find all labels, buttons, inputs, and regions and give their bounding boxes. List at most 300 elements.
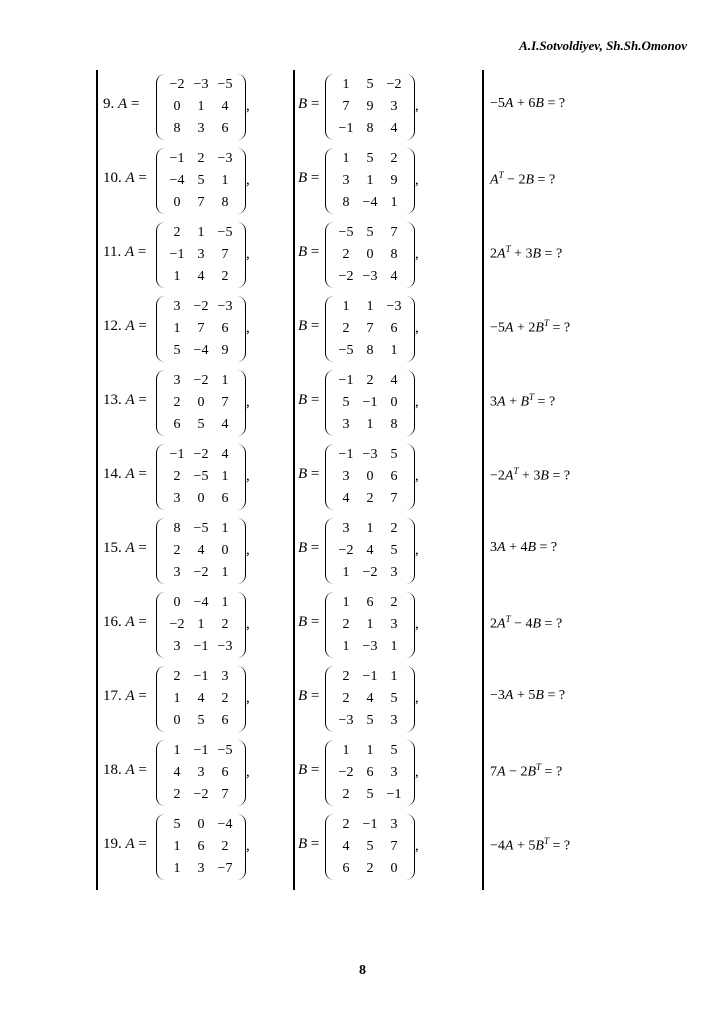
matrix-cell: 4 [366, 691, 374, 706]
matrix-a [156, 148, 246, 214]
matrix-cell: −2 [193, 787, 209, 802]
problem-label-b [298, 244, 319, 261]
matrix-cell: 2 [221, 691, 229, 706]
matrix-cell: 0 [390, 861, 398, 876]
transpose-mark: T [543, 836, 549, 846]
matrix-cell: 5 [197, 713, 205, 728]
comma: , [246, 320, 250, 336]
matrix-cell: 7 [390, 839, 398, 854]
matrix-cell: 5 [197, 173, 205, 188]
right-paren [237, 296, 246, 362]
matrix-cell: 1 [366, 521, 374, 536]
matrix-cell: 4 [221, 417, 229, 432]
problem-label-b [298, 614, 319, 631]
matrix-a-label: A [125, 392, 135, 408]
matrix-cell: 2 [342, 669, 350, 684]
matrix-symbol: B [525, 172, 535, 188]
matrix-cell: 0 [366, 469, 374, 484]
matrix-cell: 8 [390, 247, 398, 262]
comma: , [246, 838, 250, 854]
matrix-cell: −1 [338, 447, 354, 462]
matrix-cell: 2 [390, 521, 398, 536]
problem-row [0, 810, 725, 884]
problem-number: 19. [103, 836, 122, 852]
matrix-cell: −3 [386, 299, 402, 314]
matrix-cell: 1 [221, 565, 229, 580]
problem-number: 17. [103, 688, 122, 704]
matrix-b-label: B [298, 762, 308, 778]
matrix-cell: 8 [342, 195, 350, 210]
matrix-cell: 6 [366, 595, 374, 610]
matrix-cell: 1 [342, 743, 350, 758]
problem-row [0, 366, 725, 440]
matrix-cell: −4 [193, 343, 209, 358]
matrix-a [156, 518, 246, 584]
matrix-symbol: B [527, 540, 537, 555]
matrix-cell: 3 [390, 817, 398, 832]
task-expression: −5A + 6B = ? [490, 96, 566, 111]
matrix-cell: 3 [173, 299, 181, 314]
problem-label-a [103, 244, 146, 261]
matrix-symbol: B [535, 320, 544, 336]
matrix-a [156, 296, 246, 362]
comma: , [415, 690, 419, 706]
left-paren [325, 444, 334, 510]
problem-number: 12. [103, 318, 122, 334]
comma: , [415, 542, 419, 558]
transpose-mark: T [498, 170, 504, 180]
matrix-cell: 2 [390, 595, 398, 610]
matrix-cell: 1 [390, 195, 398, 210]
task-expression: $2A^T - 4B$ = ? [490, 614, 563, 632]
right-paren [406, 444, 415, 510]
matrix-a [156, 444, 246, 510]
matrix-cell: 3 [342, 417, 350, 432]
matrix-cell: −3 [217, 299, 233, 314]
matrix-a [156, 222, 246, 288]
matrix-cell: 1 [342, 595, 350, 610]
matrix-symbol: B [520, 394, 530, 410]
transpose-mark: T [543, 318, 549, 328]
matrix-cell: 5 [173, 817, 181, 832]
problem-row [0, 736, 725, 810]
task-expression: −3A + 5B = ? [490, 688, 566, 703]
matrix-cell: 5 [197, 417, 205, 432]
matrix-cell: 7 [390, 225, 398, 240]
matrix-b [325, 444, 415, 510]
matrix-cell: 6 [342, 861, 350, 876]
matrix-cell: 6 [221, 321, 229, 336]
matrix-cell: 3 [197, 861, 205, 876]
problem-number: 9. [103, 96, 115, 112]
matrix-a-label: A [118, 96, 128, 112]
left-paren [156, 222, 165, 288]
matrix-b-label: B [298, 318, 308, 334]
matrix-cell: 2 [173, 543, 181, 558]
matrix-symbol: A [497, 764, 506, 780]
matrix-cell: 0 [197, 817, 205, 832]
right-paren [406, 222, 415, 288]
matrix-cell: 6 [221, 491, 229, 506]
matrix-cell: 2 [342, 247, 350, 262]
matrix-cell: 1 [173, 691, 181, 706]
equals-sign: = [310, 762, 320, 778]
matrix-b [325, 814, 415, 880]
left-paren [325, 814, 334, 880]
problem-label-b [298, 96, 319, 113]
matrix-cell: 4 [366, 543, 374, 558]
task-expression: $-4A + 5B^T$ = ? [490, 836, 571, 854]
matrix-grid [165, 666, 237, 732]
matrix-b [325, 592, 415, 658]
right-paren [237, 518, 246, 584]
right-paren [237, 370, 246, 436]
matrix-cell: 5 [366, 77, 374, 92]
page-header-authors: A.I.Sotvoldiyev, Sh.Sh.Omonov [519, 38, 687, 53]
matrix-cell: −2 [169, 77, 185, 92]
comma: , [246, 468, 250, 484]
equals-sign: = [310, 614, 320, 630]
matrix-cell: 7 [342, 99, 350, 114]
matrix-cell: 6 [197, 839, 205, 854]
transpose-mark: T [513, 466, 519, 476]
matrix-cell: −1 [362, 817, 378, 832]
matrix-cell: 1 [342, 565, 350, 580]
matrix-b-label: B [298, 392, 308, 408]
matrix-cell: 2 [390, 151, 398, 166]
matrix-symbol: B [535, 838, 544, 854]
equals-sign: = [137, 244, 147, 260]
matrix-a [156, 740, 246, 806]
matrix-symbol: A [504, 96, 514, 111]
equals-sign: = [138, 392, 147, 408]
right-paren [237, 666, 246, 732]
matrix-cell: 1 [342, 639, 350, 654]
transpose-mark: T [529, 392, 535, 402]
matrix-cell: 6 [390, 321, 398, 336]
matrix-cell: 3 [197, 247, 205, 262]
task-expression: $2A^T + 3B$ = ? [490, 244, 563, 262]
transpose-mark: T [536, 762, 542, 772]
matrix-cell: 2 [366, 861, 374, 876]
matrix-grid [165, 518, 237, 584]
matrix-cell: 4 [390, 373, 398, 388]
matrix-a-label: A [125, 762, 135, 778]
matrix-cell: 3 [173, 491, 181, 506]
matrix-grid [334, 666, 406, 732]
right-paren [406, 740, 415, 806]
right-paren [406, 814, 415, 880]
matrix-cell: −1 [169, 447, 185, 462]
matrix-grid [334, 74, 406, 140]
matrix-cell: 1 [197, 617, 205, 632]
problem-number: 14. [103, 466, 122, 482]
matrix-cell: 6 [221, 121, 229, 136]
transpose-mark: T [505, 244, 511, 254]
matrix-symbol: B [535, 96, 544, 111]
matrix-cell: −2 [338, 269, 354, 284]
matrix-cell: 3 [390, 765, 398, 780]
left-paren [156, 148, 165, 214]
equals-sign: = [138, 540, 147, 556]
comma: , [246, 542, 250, 558]
equals-sign: = [138, 688, 147, 704]
matrix-symbol: A [504, 468, 514, 484]
problem-label-a [103, 540, 147, 557]
matrix-symbol: B [532, 246, 542, 262]
right-paren [237, 74, 246, 140]
matrix-cell: 9 [366, 99, 374, 114]
equals-sign: = [310, 466, 320, 482]
left-paren [325, 296, 334, 362]
matrix-cell: 3 [173, 565, 181, 580]
matrix-cell: −3 [338, 713, 354, 728]
equals-sign: = [310, 318, 320, 334]
matrix-symbol: B [540, 468, 549, 484]
matrix-grid [165, 592, 237, 658]
matrix-b-label: B [298, 170, 308, 186]
matrix-cell: 7 [390, 491, 398, 506]
equals-sign: = [310, 540, 320, 556]
matrix-cell: −1 [338, 121, 354, 136]
problem-row [0, 588, 725, 662]
matrix-cell: 3 [390, 617, 398, 632]
matrix-cell: −2 [193, 299, 209, 314]
task-expression: $-5A + 2B^T$ = ? [490, 318, 571, 336]
matrix-cell: 0 [173, 99, 181, 114]
left-paren [156, 518, 165, 584]
matrix-cell: −1 [169, 247, 185, 262]
matrix-cell: −3 [362, 639, 378, 654]
matrix-b-label: B [298, 244, 308, 260]
matrix-a-label: A [125, 688, 135, 704]
matrix-cell: −5 [338, 225, 354, 240]
matrix-cell: 1 [366, 299, 374, 314]
problem-row [0, 440, 725, 514]
problem-row [0, 514, 725, 588]
comma: , [246, 394, 250, 410]
matrix-cell: 1 [173, 269, 181, 284]
matrix-grid [334, 814, 406, 880]
matrix-cell: −1 [169, 151, 185, 166]
page-number: 8 [359, 963, 366, 978]
matrix-b [325, 74, 415, 140]
matrix-grid [334, 222, 406, 288]
right-paren [237, 148, 246, 214]
left-paren [325, 148, 334, 214]
matrix-cell: 8 [221, 195, 229, 210]
matrix-cell: 3 [173, 373, 181, 388]
problem-label-a [103, 836, 147, 853]
problem-row [0, 70, 725, 144]
matrix-cell: 1 [173, 321, 181, 336]
matrix-cell: 2 [173, 225, 181, 240]
matrix-symbol: B [535, 688, 544, 703]
left-paren [156, 814, 165, 880]
equals-sign: = [130, 96, 140, 112]
equals-sign: = [310, 170, 320, 186]
equals-sign: = [138, 170, 147, 186]
matrix-symbol: A [504, 688, 514, 703]
left-paren [156, 666, 165, 732]
matrix-cell: 5 [342, 395, 350, 410]
matrix-cell: 5 [366, 787, 374, 802]
equals-sign: = [310, 96, 320, 112]
matrix-cell: −3 [362, 269, 378, 284]
matrix-cell: 4 [342, 491, 350, 506]
comma: , [246, 172, 250, 188]
comma: , [246, 246, 250, 262]
matrix-cell: −5 [217, 743, 233, 758]
matrix-cell: 4 [342, 839, 350, 854]
problem-number: 13. [103, 392, 122, 408]
matrix-a [156, 74, 246, 140]
problem-row [0, 144, 725, 218]
matrix-cell: 0 [390, 395, 398, 410]
matrix-cell: −1 [362, 669, 378, 684]
matrix-cell: 0 [173, 595, 181, 610]
matrix-cell: 1 [390, 669, 398, 684]
problem-label-b [298, 762, 319, 779]
matrix-cell: 1 [173, 743, 181, 758]
matrix-b-label: B [298, 836, 308, 852]
matrix-a [156, 592, 246, 658]
comma: , [415, 468, 419, 484]
task-expression: $A^T - 2B$ = ? [490, 170, 556, 188]
right-paren [237, 222, 246, 288]
matrix-grid [334, 740, 406, 806]
right-paren [406, 296, 415, 362]
transpose-mark: T [505, 614, 511, 624]
matrix-cell: 2 [342, 691, 350, 706]
matrix-symbol: B [532, 616, 542, 632]
left-paren [325, 666, 334, 732]
matrix-cell: 9 [221, 343, 229, 358]
left-paren [156, 592, 165, 658]
matrix-symbol: A [497, 394, 506, 410]
matrix-a-label: A [124, 244, 135, 260]
problem-label-b [298, 836, 319, 853]
matrix-symbol: A [497, 246, 506, 262]
matrix-b-label: B [298, 688, 308, 704]
matrix-cell: 0 [173, 713, 181, 728]
matrix-cell: 2 [342, 817, 350, 832]
matrix-cell: 1 [342, 299, 350, 314]
matrix-a-label: A [125, 540, 135, 556]
matrix-grid [165, 814, 237, 880]
matrix-cell: 2 [173, 469, 181, 484]
matrix-cell: 5 [173, 343, 181, 358]
matrix-cell: 1 [390, 639, 398, 654]
matrix-cell: −2 [386, 77, 402, 92]
problem-label-b [298, 318, 319, 335]
matrix-cell: 0 [197, 395, 205, 410]
matrix-cell: −7 [217, 861, 233, 876]
matrix-a-label: A [125, 466, 135, 482]
equals-sign: = [310, 392, 320, 408]
matrix-grid [334, 296, 406, 362]
matrix-cell: 1 [221, 521, 229, 536]
left-paren [325, 518, 334, 584]
matrix-cell: 3 [197, 765, 205, 780]
problem-list [0, 70, 725, 884]
task-expression: 3A + 4B = ? [490, 540, 558, 555]
matrix-cell: 0 [197, 491, 205, 506]
problem-label-b [298, 540, 319, 557]
matrix-cell: −3 [217, 151, 233, 166]
matrix-cell: 2 [366, 491, 374, 506]
matrix-cell: 5 [366, 225, 374, 240]
right-paren [406, 666, 415, 732]
matrix-cell: 1 [173, 861, 181, 876]
matrix-grid [165, 148, 237, 214]
comma: , [415, 616, 419, 632]
task-expression: $7A - 2B^T$ = ? [490, 762, 563, 780]
matrix-cell: 2 [366, 373, 374, 388]
problem-label-a [103, 96, 139, 113]
matrix-symbol: A [490, 172, 499, 188]
matrix-cell: 3 [390, 713, 398, 728]
matrix-cell: −1 [193, 743, 209, 758]
matrix-cell: 7 [221, 787, 229, 802]
problem-label-b [298, 392, 319, 409]
matrix-grid [334, 518, 406, 584]
matrix-cell: −2 [193, 565, 209, 580]
matrix-cell: 1 [221, 595, 229, 610]
matrix-grid [165, 370, 237, 436]
matrix-cell: 1 [197, 225, 205, 240]
matrix-b-label: B [298, 466, 308, 482]
matrix-a [156, 814, 246, 880]
left-paren [325, 370, 334, 436]
matrix-cell: 7 [197, 321, 205, 336]
matrix-b [325, 296, 415, 362]
matrix-cell: 2 [342, 321, 350, 336]
matrix-cell: 4 [197, 691, 205, 706]
comma: , [415, 320, 419, 336]
matrix-cell: 0 [221, 543, 229, 558]
matrix-b-label: B [298, 614, 308, 630]
problem-row [0, 292, 725, 366]
task-expression: $-2A^T + 3B$ = ? [490, 466, 571, 484]
matrix-cell: 3 [197, 121, 205, 136]
comma: , [415, 764, 419, 780]
left-paren [156, 370, 165, 436]
matrix-cell: 6 [221, 765, 229, 780]
matrix-b [325, 370, 415, 436]
matrix-cell: 1 [221, 373, 229, 388]
matrix-cell: 3 [390, 565, 398, 580]
matrix-cell: 2 [221, 839, 229, 854]
left-paren [325, 74, 334, 140]
matrix-b-label: B [298, 96, 308, 112]
matrix-cell: −1 [338, 373, 354, 388]
matrix-cell: −5 [193, 521, 209, 536]
matrix-grid [165, 444, 237, 510]
matrix-a-label: A [125, 318, 135, 334]
matrix-cell: 8 [173, 521, 181, 536]
comma: , [246, 764, 250, 780]
matrix-cell: 4 [390, 269, 398, 284]
problem-label-a [103, 170, 147, 187]
problem-label-b [298, 688, 319, 705]
matrix-cell: −4 [362, 195, 378, 210]
right-paren [406, 518, 415, 584]
matrix-cell: −4 [217, 817, 233, 832]
matrix-cell: 1 [390, 343, 398, 358]
matrix-cell: 4 [221, 447, 229, 462]
matrix-grid [165, 74, 237, 140]
